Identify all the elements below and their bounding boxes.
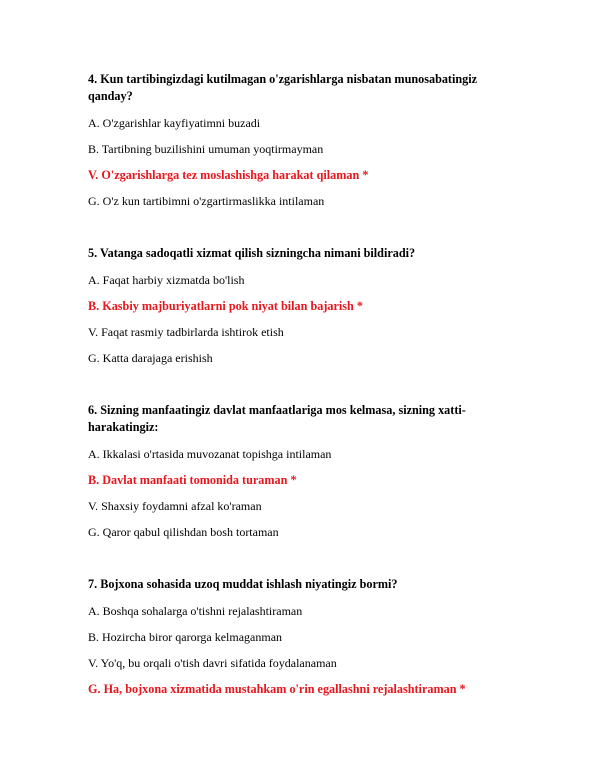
answer-option-b: B. Hozircha biror qarorga kelmaganman <box>88 630 283 644</box>
question-7 <box>88 576 520 697</box>
answer-option-b-correct: B. Kasbiy majburiyatlarni pok niyat bilan bajarish * <box>88 299 363 313</box>
answer-option-a: A. O'zgarishlar kayfiyatimni buzadi <box>88 116 261 130</box>
question-title: 5. Vatanga sadoqatli xizmat qilish sizningcha nimani bildiradi? <box>88 246 416 260</box>
answer-option-b: B. Tartibning buzilishini umuman yoqtirmayman <box>88 142 324 156</box>
answer-option-v: V. Shaxsiy foydamni afzal ko'raman <box>88 499 262 513</box>
answer-option-a: A. Boshqa sohalarga o'tishni rejalashtiraman <box>88 604 303 618</box>
answer-option-a: A. Ikkalasi o'rtasida muvozanat topishga intilaman <box>88 447 332 461</box>
answer-option-g: G. Qaror qabul qilishdan bosh tortaman <box>88 525 279 539</box>
question-title: 7. Bojxona sohasida uzoq muddat ishlash niyatingiz bormi? <box>88 577 398 591</box>
answer-option-v: V. Faqat rasmiy tadbirlarda ishtirok etish <box>88 325 284 339</box>
answer-option-b-correct: B. Davlat manfaati tomonida turaman * <box>88 473 297 487</box>
answer-option-v-correct: V. O'zgarishlarga tez moslashishga harakat qilaman * <box>88 168 369 182</box>
answer-option-v: V. Yo'q, bu orqali o'tish davri sifatida foydalanaman <box>88 656 337 670</box>
question-title: 6. Sizning manfaatingiz davlat manfaatlariga mos kelmasa, sizning xatti-harakatingiz: <box>88 403 466 434</box>
question-5 <box>88 245 520 366</box>
answer-option-g: G. Katta darajaga erishish <box>88 351 213 365</box>
question-6 <box>88 402 520 540</box>
question-4 <box>88 71 520 209</box>
answer-option-a: A. Faqat harbiy xizmatda bo'lish <box>88 273 245 287</box>
answer-option-g-correct: G. Ha, bojxona xizmatida mustahkam o'rin egallashni rejalashtiraman * <box>88 682 466 696</box>
answer-option-g: G. O'z kun tartibimni o'zgartirmaslikka intilaman <box>88 194 325 208</box>
question-title: 4. Kun tartibingizdagi kutilmagan o'zgarishlarga nisbatan munosabatingiz qanday? <box>88 72 478 103</box>
